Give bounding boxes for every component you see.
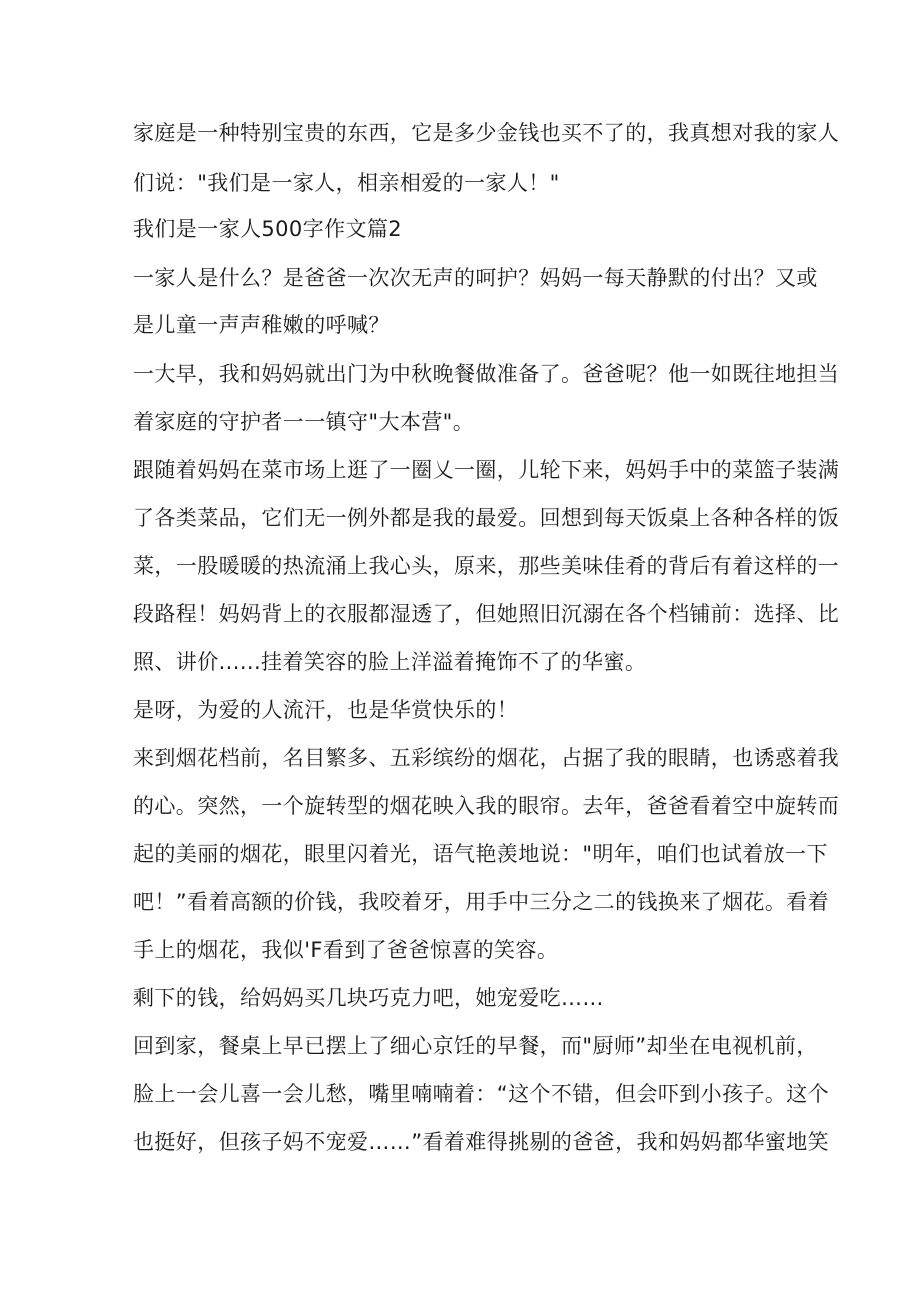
paragraph-line: 一家人是什么？是爸爸一次次无声的呵护？妈妈一每天静默的付出？又或 — [133, 266, 818, 290]
paragraph-line: 脸上一会儿喜一会儿愁，嘴里喃喃着：“这个不错，但会吓到小孩子。这个 — [133, 1082, 830, 1106]
paragraph-line: 的心。突然，一个旋转型的烟花映入我的眼帘。去年，爸爸看着空中旋转而 — [133, 794, 840, 818]
paragraph-line: 来到烟花档前，名目繁多、五彩缤纷的烟花，占据了我的眼睛，也诱惑着我 — [133, 746, 840, 770]
paragraph-line: 手上的烟花，我似'F看到了爸爸惊喜的笑容。 — [133, 938, 559, 962]
paragraph-line: 着家庭的守护者一一镇守"大本营"。 — [133, 410, 475, 434]
section-heading: 我们是一家人500字作文篇2 — [133, 217, 403, 241]
paragraph-line: 家庭是一种特别宝贵的东西，它是多少金钱也买不了的，我真想对我的家人 — [133, 121, 840, 145]
paragraph-line: 剩下的钱，给妈妈买几块巧克力吧，她宠爱吃…… — [133, 986, 604, 1010]
paragraph-line: 是儿童一声声稚嫩的呼喊？ — [133, 313, 390, 337]
paragraph-line: 跟随着妈妈在菜市场上逛了一圈乂一圈，儿轮下来，妈妈手中的菜篮子装满 — [133, 458, 840, 482]
paragraph-line: 们说："我们是一家人，相亲相爱的一家人！" — [133, 171, 560, 195]
paragraph-line: 是呀，为爱的人流汗，也是华赏快乐的！ — [133, 698, 519, 722]
paragraph-line: 照、讲价......挂着笑容的脸上洋溢着掩饰不了的华蜜。 — [133, 650, 647, 674]
paragraph-line: 起的美丽的烟花，眼里闪着光，语气艳羡地说："明年，咱们也试着放一下 — [133, 842, 828, 866]
paragraph-line: 吧！”看着高额的价钱，我咬着牙，用手中三分之二的钱换来了烟花。看着 — [133, 890, 830, 914]
paragraph-line: 一大早，我和妈妈就出门为中秋晚餐做准备了。爸爸呢？他一如既往地担当 — [133, 362, 840, 386]
paragraph-line: 菜，一股暖暖的热流涌上我心头，原来，那些美味佳肴的背后有着这样的一 — [133, 554, 840, 578]
paragraph-line: 了各类菜品，它们无一例外都是我的最爱。回想到每天饭桌上各种各样的饭 — [133, 506, 840, 530]
paragraph-line: 也挺好，但孩子妈不宠爱……”看着难得挑剔的爸爸，我和妈妈都华蜜地笑 — [133, 1130, 830, 1154]
paragraph-line: 段路程！妈妈背上的衣服都湿透了，但她照旧沉溺在各个档铺前：选择、比 — [133, 602, 840, 626]
paragraph-line: 回到家，餐桌上早已摆上了细心京饪的早餐，而"厨师”却坐在电视机前， — [133, 1034, 818, 1058]
